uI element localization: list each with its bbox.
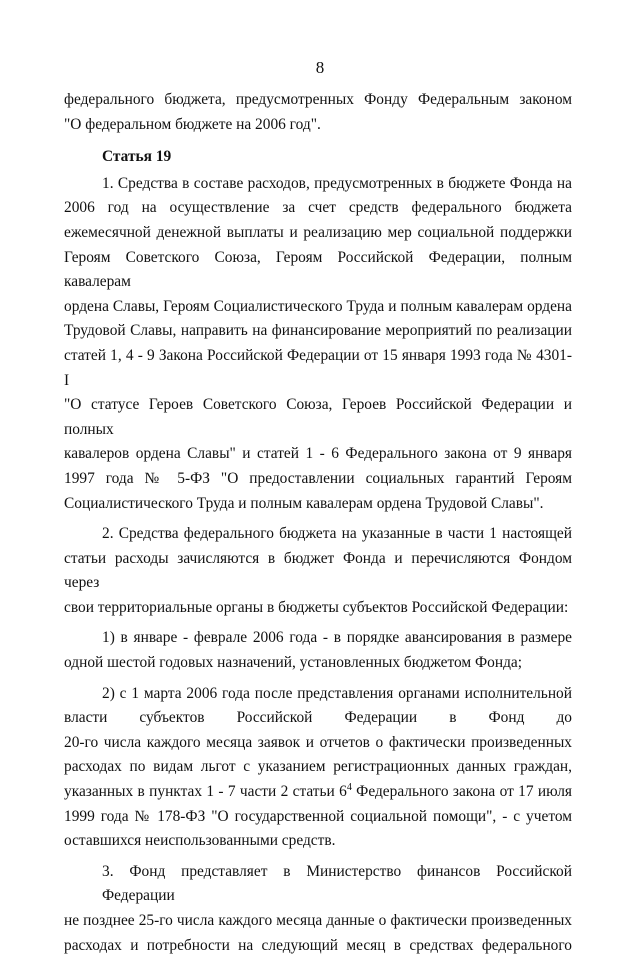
superscript: 4 [346, 781, 352, 793]
text-fragment: Федерального закона от 17 июля [351, 783, 572, 801]
text-line: 1) в январе - феврале 2006 года - в порядке авансирования в размере [102, 629, 572, 647]
text-line: федерального бюджета, предусмотренных Фонду Федеральным законом [64, 91, 572, 108]
text-line: 1. Средства в составе расходов, предусмотренных в бюджете Фонда на [102, 174, 572, 192]
text-line: "О федеральном бюджете на 2006 год". [64, 115, 321, 133]
page-number: 8 [315, 58, 325, 77]
text-line: "О статусе Героев Советского Союза, Героев Российской Федерации и полных [64, 396, 572, 438]
text-line: Социалистического Труда и полным кавалерам ордена Трудовой Славы". [64, 494, 544, 512]
text-line: 1999 года № 178-ФЗ "О государственной социальной помощи", - с учетом [64, 807, 572, 825]
text-fragment: указанных в пунктах 1 - 7 части 2 статьи 6 [64, 783, 347, 801]
text-line: расходах по видам льгот с указанием регистрационных данных граждан, [64, 758, 572, 776]
text-line: расходах и потребности на следующий месяц в средствах федерального [64, 936, 572, 954]
text-line: статьи расходы зачисляются в бюджет Фонда и перечисляются Фондом через [64, 549, 572, 592]
text-line: ордена Славы, Героям Социалистического Труда и полным кавалерам ордена [64, 297, 572, 315]
text-line: свои территориальные органы в бюджеты субъектов Российской Федерации: [64, 598, 569, 616]
text-line: Героям Советского Союза, Героям Российской Федерации, полным кавалерам [64, 248, 572, 291]
paragraph-2-item-2 [64, 682, 572, 854]
text-line: 2. Средства федерального бюджета на указанные в части 1 настоящей [102, 525, 572, 543]
text-line: статей 1, 4 - 9 Закона Российской Федерации от 15 января 1993 года № 4301-I [64, 346, 572, 389]
text-line: оставшихся неиспользованными средств. [64, 832, 336, 850]
text-line: Трудовой Славы, направить на финансирование мероприятий по реализации [64, 322, 572, 340]
text-line: кавалеров ордена Славы" и статей 1 - 6 Федерального закона от 9 января [64, 445, 572, 463]
paragraph-1 [64, 172, 572, 516]
text-line: 2) с 1 марта 2006 года после представления органами исполнительной [102, 684, 572, 702]
text-line: власти субъектов Российской Федерации в Фонд до [64, 709, 572, 727]
article-heading: Статья 19 [102, 148, 172, 166]
intro-paragraph [64, 88, 572, 137]
text-line: 20-го числа каждого месяца заявок и отчетов о фактически произведенных [64, 733, 572, 751]
text-line: ежемесячной денежной выплаты и реализацию мер социальной поддержки [64, 223, 572, 241]
paragraph-2-item-1 [64, 626, 572, 675]
document-body [64, 88, 572, 958]
text-line-with-superscript [64, 780, 572, 805]
text-line: одной шестой годовых назначений, установленных бюджетом Фонда; [64, 654, 523, 672]
text-line: 3. Фонд представляет в Министерство финансов Российской Федерации [102, 862, 572, 905]
paragraph-2 [64, 522, 572, 620]
paragraph-3 [64, 860, 572, 958]
text-line: 1997 года № 5-ФЗ "О предоставлении социальных гарантий Героям [64, 469, 572, 487]
text-line: 2006 год на осуществление за счет средств федерального бюджета [64, 199, 572, 217]
text-line: не позднее 25-го числа каждого месяца данные о фактически произведенных [64, 912, 572, 929]
